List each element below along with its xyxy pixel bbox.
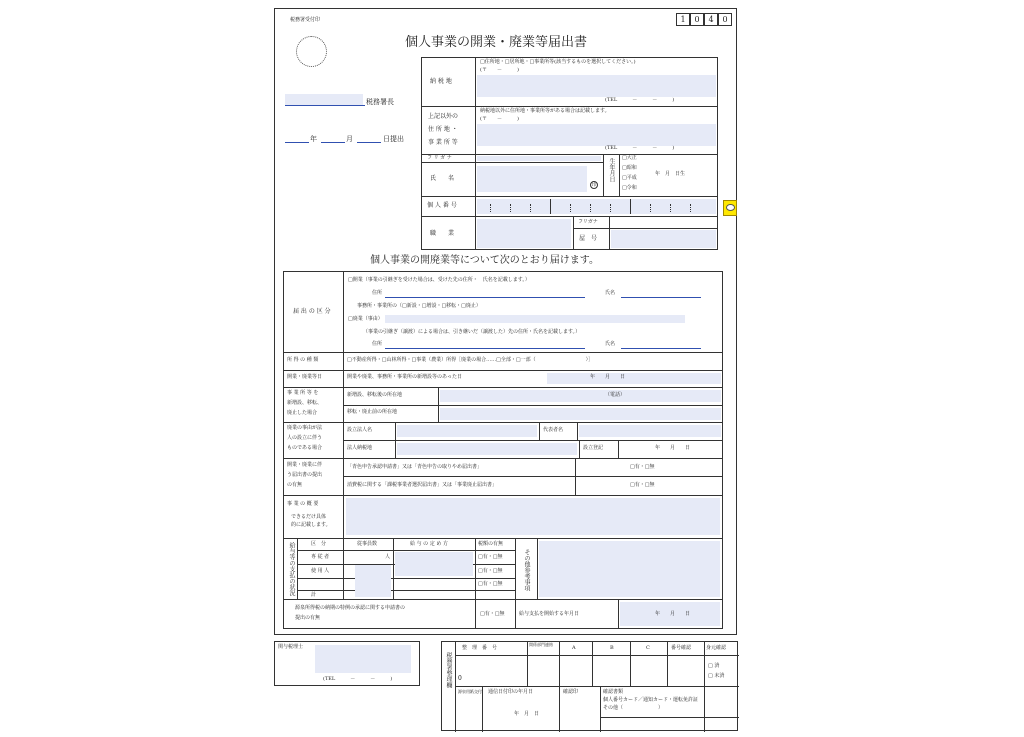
kyuyo-header: 税額の有無 xyxy=(478,541,504,547)
gensen-ymd: 年 月 日 xyxy=(655,611,691,617)
col-c: C xyxy=(646,645,650,651)
kyuyo-yes-no[interactable]: □有・□無 xyxy=(478,554,503,560)
col-b: B xyxy=(610,645,614,651)
kyuyo-nin: 人 xyxy=(385,554,391,560)
col-line xyxy=(704,642,705,732)
tax-office-suffix: 税務署長 xyxy=(366,98,394,106)
row-line xyxy=(343,405,723,406)
jimusho-tel: （電話） xyxy=(605,392,626,398)
era-reiwa[interactable]: □令和 xyxy=(622,185,637,191)
kyuyo-header: 給 与 の 定 め 方 xyxy=(410,541,448,547)
form-number-digit: 0 xyxy=(718,13,732,26)
bango-label: 番号確認 xyxy=(671,645,692,651)
shimei2-label: 氏名 xyxy=(605,341,616,347)
nozeichi-label: 納 税 地 xyxy=(430,78,452,85)
old-location-label: 移転・廃止前の所在地 xyxy=(347,409,398,415)
row-line xyxy=(421,154,718,155)
day-underline xyxy=(357,142,381,143)
houjin-label: 廃業の事由が法 xyxy=(287,425,323,431)
receipt-stamp-circle xyxy=(296,36,327,67)
other-address-tel: (TEL － － ) xyxy=(605,145,675,151)
row-line xyxy=(600,717,739,718)
houjin-nozeichi-label: 法人納税地 xyxy=(347,445,373,451)
shimei-label: 氏名 xyxy=(605,290,616,296)
col-line xyxy=(515,538,516,599)
haigyo-reason-field[interactable] xyxy=(385,315,685,323)
trade-furigana-label: フリガナ xyxy=(578,219,598,225)
digit-separator xyxy=(610,204,611,212)
comment-icon[interactable] xyxy=(723,200,737,216)
gaiyo-note: できるだけ具体 xyxy=(291,514,327,520)
month-label: 月 xyxy=(346,135,353,143)
digit-separator xyxy=(690,204,691,212)
date-row-ymd: 年 月 日 xyxy=(590,374,626,380)
aoiro-label: 「青色申告承認申請書」又は「青色申告の取りやめ届出書」 xyxy=(347,464,483,470)
aoiro-yes-no[interactable]: □有・□無 xyxy=(630,464,655,470)
office-side-label: 税務署整理欄 xyxy=(445,652,452,688)
zumi-check[interactable]: □ 済 xyxy=(708,663,720,669)
other-address-label: 住 所 地 ・ xyxy=(428,126,458,133)
col-a: A xyxy=(572,645,576,651)
office-use-panel xyxy=(441,641,738,731)
era-taisho[interactable]: □大正 xyxy=(622,155,637,161)
col-line xyxy=(577,422,578,440)
comment-bubble xyxy=(726,204,735,211)
birth-label: 生年月日 xyxy=(608,158,615,182)
houjin-label: ものである場合 xyxy=(287,445,323,451)
row-line xyxy=(343,440,723,441)
kyuyo-yes-no[interactable]: □有・□無 xyxy=(478,581,503,587)
furigana-label: フ リ ガ ナ xyxy=(427,155,452,161)
name-field[interactable] xyxy=(477,166,587,192)
era-heisei[interactable]: □平成 xyxy=(622,175,637,181)
digit-separator xyxy=(530,204,531,212)
row-line xyxy=(297,590,515,591)
row-line xyxy=(343,476,723,477)
my-number-label: 個 人 番 号 xyxy=(427,202,457,209)
kakunin-label: 確認印 xyxy=(563,689,579,695)
row-line xyxy=(297,578,515,579)
kyuyo-row: 専 従 者 xyxy=(311,554,330,560)
row-line xyxy=(283,599,723,600)
col-line xyxy=(539,422,540,440)
gaiyo-label: 事 業 の 概 要 xyxy=(287,501,319,507)
tax-office-field[interactable] xyxy=(285,94,363,105)
kyuyo-row: 使 用 人 xyxy=(311,568,330,574)
jusho2-line xyxy=(385,348,585,349)
jimusho-label: 事 業 所 等 を xyxy=(287,390,319,396)
receipt-stamp-label: 税務署受付印 xyxy=(290,17,321,23)
sonota-field[interactable] xyxy=(539,541,720,597)
haigyo-option[interactable]: □廃業（事由） xyxy=(348,316,383,322)
digit-separator xyxy=(490,204,491,212)
col-line xyxy=(559,642,560,732)
col-line xyxy=(575,458,576,495)
other-address-label: 上記以外の xyxy=(428,113,459,120)
digit-separator xyxy=(590,204,591,212)
tsushin-ymd: 年 月 日 xyxy=(514,711,540,717)
row-line xyxy=(283,422,723,423)
jusho-label: 住所 xyxy=(372,290,383,296)
col-line xyxy=(618,440,619,458)
jusho-line xyxy=(385,297,585,298)
row-line xyxy=(421,162,603,163)
gensen-start-label: 給与支払を開始する年月日 xyxy=(519,611,580,617)
tsushin-label: 通信日付印の年月日 xyxy=(488,689,534,695)
kyuyo-vertical-label: 給与等の支払の状況 xyxy=(288,542,295,596)
nozeichi-options: □住所地・□居所地・□事業所等(該当するものを選択してください。) xyxy=(480,59,636,65)
tax-office-underline xyxy=(285,105,365,106)
shohizei-label: 消費税に関する「課税事業者選択届出書」又は「事業廃止届出書」 xyxy=(347,482,498,488)
month-underline xyxy=(321,142,345,143)
nozeichi-postal: (〒 － ) xyxy=(480,67,519,73)
col-line xyxy=(592,642,593,686)
other-address-field[interactable] xyxy=(477,124,716,146)
digit-separator xyxy=(650,204,651,212)
col-line xyxy=(618,599,619,629)
name-label: 氏 名 xyxy=(430,175,455,182)
daihyo-label: 代表者名 xyxy=(543,427,564,433)
gensen-label: 提出の有無 xyxy=(295,615,321,621)
houjin-label: 人の設立に伴う xyxy=(287,435,323,441)
col-line xyxy=(515,599,516,629)
row-line xyxy=(283,352,723,353)
jimusho-label: 廃止した場合 xyxy=(287,410,318,416)
digit-separator xyxy=(510,204,511,212)
subtitle: 個人事業の開廃業等について次のとおり届けます。 xyxy=(370,255,599,266)
office-number: 0 xyxy=(458,675,462,682)
kyuyo-method-field[interactable] xyxy=(395,552,473,576)
jimusho-label: 新増設、移転、 xyxy=(287,400,323,406)
shotoku-options[interactable]: □不動産所得・□山林所得・□事業（農業）所得［廃業の場合……□全部・□一部（ ）］ xyxy=(347,357,594,363)
other-address-label: 事 業 所 等 xyxy=(428,139,458,146)
kyuyo-count-field[interactable] xyxy=(355,565,391,597)
kyuyo-yes-no[interactable]: □有・□無 xyxy=(478,568,503,574)
my-number-field[interactable] xyxy=(477,199,716,214)
col-line xyxy=(603,154,604,196)
tax-accountant-tel: (TEL － － ) xyxy=(323,676,393,682)
form-number-digit: 1 xyxy=(676,13,690,26)
occupation-field[interactable] xyxy=(477,219,571,248)
daihyo-field[interactable] xyxy=(579,425,721,437)
tax-accountant-field[interactable] xyxy=(315,645,411,673)
row-line xyxy=(455,686,739,687)
new-location-label: 新増設、移転後の所在地 xyxy=(347,392,403,398)
shimei-line xyxy=(621,297,701,298)
shotoku-label: 所 得 の 種 類 xyxy=(287,357,319,363)
row-line xyxy=(455,655,739,656)
kyuyo-row: 計 xyxy=(311,592,317,598)
trade-name-label: 屋 号 xyxy=(579,235,598,242)
form-number-digit: 4 xyxy=(704,13,718,26)
row-line xyxy=(283,370,723,371)
new-location-field[interactable] xyxy=(440,390,721,402)
hikitsugi-note: （事業の引継ぎ（譲渡）による場合は、引き継いだ（譲渡した）先の住所・氏名を記載します。） xyxy=(363,329,581,335)
other-address-note: 納税地以外に住所地・事業所等がある場合は記載します。 xyxy=(480,108,610,114)
nozeichi-field[interactable] xyxy=(477,75,716,97)
row-line xyxy=(283,538,723,539)
row-line xyxy=(573,228,718,229)
furigana-field[interactable] xyxy=(477,156,601,161)
col-line xyxy=(619,154,620,196)
row-line xyxy=(421,106,718,107)
setsuritsu-name-label: 設立法人名 xyxy=(347,427,373,433)
row-line xyxy=(421,216,718,217)
col-line xyxy=(438,387,439,422)
gaiyo-field[interactable] xyxy=(346,498,720,535)
todoke-kubun-label: 届 出 の 区 分 xyxy=(293,308,331,315)
col-line xyxy=(482,686,483,732)
mizumi-check[interactable]: □ 未済 xyxy=(708,673,725,679)
todoke-umu-label: の有無 xyxy=(287,482,303,488)
col-line xyxy=(475,599,476,629)
docs-label: 確認書類 xyxy=(603,689,624,695)
col-line xyxy=(667,642,668,686)
gensen-yes-no[interactable]: □有・□無 xyxy=(480,611,505,617)
gensen-label: 源泉所得税の納期の特例の承認に関する申請書の xyxy=(295,605,406,611)
row-line xyxy=(421,196,718,197)
tax-accountant-label: 関与税理士 xyxy=(278,644,304,650)
col-line xyxy=(609,216,610,250)
col-line xyxy=(527,642,528,686)
year-label: 年 xyxy=(310,135,317,143)
date-row-label: 開業・廃業等日 xyxy=(287,374,323,380)
setsuritsu-toki-ymd: 年 月 日 xyxy=(655,445,691,451)
col-line xyxy=(573,216,574,250)
row-line xyxy=(283,387,723,388)
shohizei-yes-no[interactable]: □有・□無 xyxy=(630,482,655,488)
setsuritsu-toki-label: 設立登記 xyxy=(583,445,604,451)
col-line xyxy=(395,422,396,458)
docs-other: その他（ ） xyxy=(603,705,664,711)
tax-accountant-panel xyxy=(274,641,420,686)
main-form xyxy=(274,8,737,635)
gaiyo-note: 的に記載します。 xyxy=(291,522,331,528)
birth-ymd: 年 月 日生 xyxy=(655,171,686,177)
setsuritsu-name-field[interactable] xyxy=(397,425,537,437)
old-location-field[interactable] xyxy=(440,408,721,420)
nozeichi-tel: (TEL － － ) xyxy=(605,97,675,103)
other-address-postal: (〒 － ) xyxy=(480,116,519,122)
era-showa[interactable]: □昭和 xyxy=(622,165,637,171)
row-line xyxy=(297,550,515,551)
digit-group-line xyxy=(630,199,631,214)
col-line xyxy=(537,538,538,599)
docs-list: 個人番号カード／通知カード・運転免許証 xyxy=(603,697,699,703)
row-line xyxy=(283,458,723,459)
todoke-umu-label: 開業・廃業に伴 xyxy=(287,462,323,468)
mimoto-label: 身元確認 xyxy=(706,645,727,651)
seiri-label: 整 理 番 号 xyxy=(462,645,498,651)
row-line xyxy=(283,495,723,496)
date-row-field[interactable] xyxy=(547,373,721,384)
digit-separator xyxy=(570,204,571,212)
jusho2-label: 住所 xyxy=(372,341,383,347)
digit-group-line xyxy=(550,199,551,214)
col-line xyxy=(630,642,631,686)
year-underline xyxy=(285,142,309,143)
col-line xyxy=(600,686,601,732)
form-number-digit: 0 xyxy=(690,13,704,26)
kankei-label: 関係部門連絡 xyxy=(529,642,553,647)
shimei2-line xyxy=(621,348,701,349)
kaigyo-option[interactable]: □開業（事業の引継ぎを受けた場合は、受けた先の住所・ 氏名を記載します。） xyxy=(348,277,530,283)
houjin-nozeichi-field[interactable] xyxy=(397,443,577,455)
sonota-label: その他参考事項 xyxy=(523,549,530,591)
form-title: 個人事業の開業・廃業等届出書 xyxy=(405,35,588,50)
ryoshi-label: 源泉用紙交付 xyxy=(458,689,482,694)
submit-day-label: 日提出 xyxy=(383,135,404,143)
todoke-umu-label: う届出書の提出 xyxy=(287,472,323,478)
kyuyo-header: 区 分 xyxy=(311,541,327,547)
jigyosho-option[interactable]: 事務所・事業所の（□新設・□増設・□移転・□廃止） xyxy=(357,303,481,309)
trade-name-field[interactable] xyxy=(611,230,716,248)
digit-separator xyxy=(670,204,671,212)
col-line xyxy=(579,440,580,458)
kyuyo-header: 従事員数 xyxy=(357,541,378,547)
seal-mark: 印 xyxy=(591,182,597,188)
date-row-text: 開業や廃業、事務所・事業所の新増設等のあった日 xyxy=(347,374,462,380)
occupation-label: 職 業 xyxy=(430,230,455,237)
